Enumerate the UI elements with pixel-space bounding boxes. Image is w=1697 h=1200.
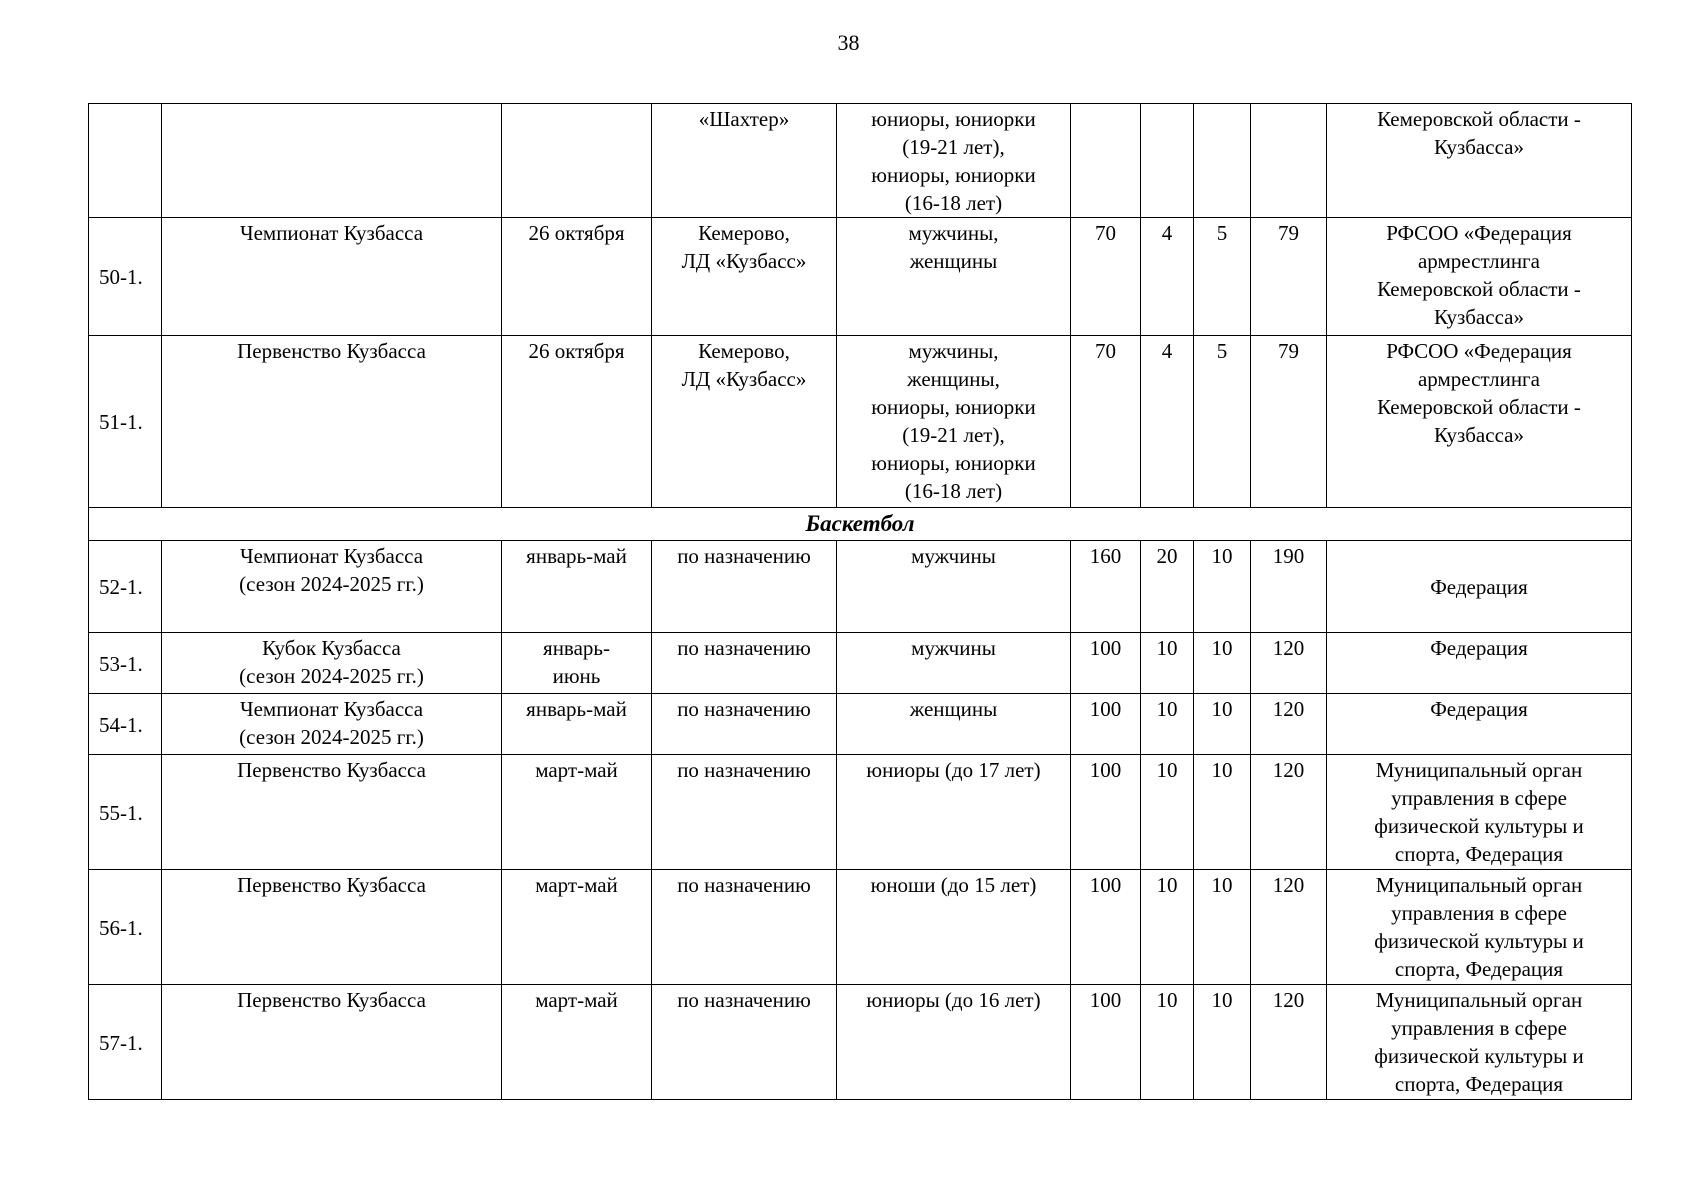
event-participants bbox=[837, 870, 1071, 985]
event-date bbox=[502, 336, 652, 508]
event-place-line: по назначению bbox=[677, 988, 811, 1012]
event-participants-line: (19-21 лет), bbox=[902, 423, 1005, 447]
event-participants-line: мужчины bbox=[911, 544, 996, 568]
event-name-line: Кубок Кузбасса bbox=[262, 636, 401, 660]
event-place bbox=[652, 870, 837, 985]
event-place-line: ЛД «Кузбасс» bbox=[681, 249, 807, 273]
event-name-line: (сезон 2024-2025 гг.) bbox=[239, 725, 424, 749]
event-place bbox=[652, 633, 837, 694]
count-judges: 10 bbox=[1194, 985, 1251, 1100]
event-organizer bbox=[1327, 541, 1632, 633]
event-date bbox=[502, 633, 652, 694]
event-participants-line: юниоры, юниорки bbox=[871, 451, 1036, 475]
count-coaches bbox=[1141, 104, 1194, 218]
event-place bbox=[652, 336, 837, 508]
event-organizer-line: Кузбасса» bbox=[1434, 423, 1524, 447]
event-organizer bbox=[1327, 694, 1632, 755]
event-organizer-line: армрестлинга bbox=[1417, 367, 1540, 391]
event-date-line: 26 октября bbox=[528, 339, 625, 363]
row-number: 57-1. bbox=[89, 985, 162, 1100]
event-date bbox=[502, 755, 652, 870]
event-organizer-line: РФСОО «Федерация bbox=[1386, 221, 1572, 245]
event-organizer-line: спорта, Федерация bbox=[1394, 957, 1564, 981]
event-name-line: Чемпионат Кузбасса bbox=[239, 697, 424, 721]
table-row bbox=[89, 870, 1632, 985]
count-participants: 100 bbox=[1071, 633, 1141, 694]
event-name-line: Первенство Кузбасса bbox=[237, 873, 426, 897]
count-total bbox=[1251, 104, 1327, 218]
event-place bbox=[652, 218, 837, 336]
event-organizer-line: Муниципальный орган bbox=[1375, 873, 1583, 897]
event-place-line: по назначению bbox=[677, 636, 811, 660]
event-organizer-line: РФСОО «Федерация bbox=[1386, 339, 1572, 363]
event-participants bbox=[837, 104, 1071, 218]
event-organizer-line: Кузбасса» bbox=[1434, 305, 1524, 329]
count-total: 120 bbox=[1251, 985, 1327, 1100]
event-date bbox=[502, 218, 652, 336]
event-organizer-line: физической культуры и bbox=[1374, 814, 1584, 838]
count-judges: 10 bbox=[1194, 870, 1251, 985]
count-judges: 10 bbox=[1194, 541, 1251, 633]
event-name bbox=[162, 541, 502, 633]
event-participants-line: юниоры, юниорки bbox=[871, 163, 1036, 187]
event-date-line: январь-май bbox=[526, 544, 627, 568]
row-number: 52-1. bbox=[89, 541, 162, 633]
count-coaches: 10 bbox=[1141, 633, 1194, 694]
event-participants-line: мужчины, bbox=[908, 339, 999, 363]
event-date bbox=[502, 985, 652, 1100]
count-coaches: 10 bbox=[1141, 870, 1194, 985]
count-judges: 5 bbox=[1194, 218, 1251, 336]
event-participants-line: женщины bbox=[909, 249, 998, 273]
count-judges: 10 bbox=[1194, 633, 1251, 694]
event-organizer-line: Кемеровской области - bbox=[1377, 107, 1581, 131]
event-place bbox=[652, 755, 837, 870]
count-judges bbox=[1194, 104, 1251, 218]
section-title: Баскетбол bbox=[89, 508, 1632, 541]
table-row bbox=[89, 633, 1632, 694]
count-judges: 10 bbox=[1194, 694, 1251, 755]
count-total: 120 bbox=[1251, 694, 1327, 755]
event-name-line: Чемпионат Кузбасса bbox=[239, 221, 424, 245]
event-participants-line: (19-21 лет), bbox=[902, 135, 1005, 159]
event-place-line: «Шахтер» bbox=[698, 107, 790, 131]
event-date-line: март-май bbox=[535, 758, 618, 782]
event-place bbox=[652, 104, 837, 218]
event-participants-line: (16-18 лет) bbox=[904, 479, 1003, 503]
event-place-line: Кемерово, bbox=[698, 339, 790, 363]
count-total: 190 bbox=[1251, 541, 1327, 633]
row-number: 56-1. bbox=[89, 870, 162, 985]
event-place bbox=[652, 985, 837, 1100]
count-total: 79 bbox=[1251, 336, 1327, 508]
event-date-line: январь-май bbox=[526, 697, 627, 721]
event-participants-line: (16-18 лет) bbox=[904, 191, 1003, 215]
row-number: 51-1. bbox=[89, 336, 162, 508]
event-organizer-line: управления в сфере bbox=[1391, 1016, 1567, 1040]
event-name bbox=[162, 755, 502, 870]
count-judges: 5 bbox=[1194, 336, 1251, 508]
event-participants-line: женщины, bbox=[907, 367, 1000, 391]
event-organizer bbox=[1327, 218, 1632, 336]
event-participants bbox=[837, 633, 1071, 694]
event-participants-line: юниоры, юниорки bbox=[871, 107, 1036, 131]
event-date bbox=[502, 870, 652, 985]
event-date bbox=[502, 541, 652, 633]
event-participants bbox=[837, 541, 1071, 633]
event-organizer-line: Муниципальный орган bbox=[1375, 758, 1583, 782]
table-row bbox=[89, 985, 1632, 1100]
event-organizer bbox=[1327, 633, 1632, 694]
section-row bbox=[89, 508, 1632, 541]
event-place-line: по назначению bbox=[677, 697, 811, 721]
table-row bbox=[89, 755, 1632, 870]
event-name bbox=[162, 336, 502, 508]
event-organizer-line: спорта, Федерация bbox=[1394, 842, 1564, 866]
count-participants: 160 bbox=[1071, 541, 1141, 633]
event-name-line: (сезон 2024-2025 гг.) bbox=[239, 664, 424, 688]
count-judges: 10 bbox=[1194, 755, 1251, 870]
count-participants: 100 bbox=[1071, 985, 1141, 1100]
event-participants-line: мужчины bbox=[911, 636, 996, 660]
event-participants bbox=[837, 218, 1071, 336]
count-total: 79 bbox=[1251, 218, 1327, 336]
event-date bbox=[502, 694, 652, 755]
page-number: 38 bbox=[837, 30, 860, 55]
event-organizer bbox=[1327, 755, 1632, 870]
count-participants bbox=[1071, 104, 1141, 218]
count-coaches: 10 bbox=[1141, 755, 1194, 870]
event-organizer-line: спорта, Федерация bbox=[1394, 1072, 1564, 1096]
table-row bbox=[89, 336, 1632, 508]
event-organizer-line: управления в сфере bbox=[1391, 901, 1567, 925]
event-participants-line: юниоры (до 16 лет) bbox=[866, 988, 1041, 1012]
event-name bbox=[162, 870, 502, 985]
event-date-line: январь- bbox=[543, 636, 610, 660]
event-place-line: по назначению bbox=[677, 758, 811, 782]
event-participants-line: женщины bbox=[909, 697, 998, 721]
event-date-line: 26 октября bbox=[528, 221, 625, 245]
count-total: 120 bbox=[1251, 755, 1327, 870]
event-name bbox=[162, 104, 502, 218]
event-name bbox=[162, 694, 502, 755]
event-organizer-line: Федерация bbox=[1430, 636, 1528, 660]
event-name-line: Первенство Кузбасса bbox=[237, 988, 426, 1012]
event-name-line: (сезон 2024-2025 гг.) bbox=[239, 572, 424, 596]
count-coaches: 4 bbox=[1141, 336, 1194, 508]
count-participants: 70 bbox=[1071, 336, 1141, 508]
table-row bbox=[89, 218, 1632, 336]
row-number: 54-1. bbox=[89, 694, 162, 755]
event-date-line: июнь bbox=[552, 664, 601, 688]
events-table bbox=[88, 103, 1632, 1100]
event-organizer bbox=[1327, 336, 1632, 508]
event-organizer-line: Федерация bbox=[1430, 575, 1528, 599]
event-participants bbox=[837, 336, 1071, 508]
count-participants: 100 bbox=[1071, 694, 1141, 755]
event-name-line: Первенство Кузбасса bbox=[237, 758, 426, 782]
count-coaches: 10 bbox=[1141, 694, 1194, 755]
event-organizer-line: управления в сфере bbox=[1391, 786, 1567, 810]
event-name bbox=[162, 218, 502, 336]
event-place bbox=[652, 541, 837, 633]
event-name bbox=[162, 633, 502, 694]
event-organizer-line: Кемеровской области - bbox=[1377, 395, 1581, 419]
row-number bbox=[89, 104, 162, 218]
event-place-line: по назначению bbox=[677, 873, 811, 897]
event-organizer bbox=[1327, 104, 1632, 218]
event-name bbox=[162, 985, 502, 1100]
event-participants-line: юноши (до 15 лет) bbox=[870, 873, 1037, 897]
event-participants-line: мужчины, bbox=[908, 221, 999, 245]
event-organizer-line: Федерация bbox=[1430, 697, 1528, 721]
count-participants: 70 bbox=[1071, 218, 1141, 336]
event-place-line: ЛД «Кузбасс» bbox=[681, 367, 807, 391]
event-organizer-line: Кузбасса» bbox=[1434, 135, 1524, 159]
event-name-line: Первенство Кузбасса bbox=[237, 339, 426, 363]
event-participants bbox=[837, 694, 1071, 755]
event-organizer-line: физической культуры и bbox=[1374, 1044, 1584, 1068]
event-organizer-line: Муниципальный орган bbox=[1375, 988, 1583, 1012]
event-name-line: Чемпионат Кузбасса bbox=[239, 544, 424, 568]
event-participants-line: юниоры (до 17 лет) bbox=[866, 758, 1041, 782]
table-row bbox=[89, 104, 1632, 218]
event-organizer-line: армрестлинга bbox=[1417, 249, 1540, 273]
count-participants: 100 bbox=[1071, 870, 1141, 985]
event-place-line: по назначению bbox=[677, 544, 811, 568]
event-date-line: март-май bbox=[535, 988, 618, 1012]
event-organizer bbox=[1327, 985, 1632, 1100]
event-participants bbox=[837, 755, 1071, 870]
row-number: 53-1. bbox=[89, 633, 162, 694]
count-total: 120 bbox=[1251, 633, 1327, 694]
event-date-line: март-май bbox=[535, 873, 618, 897]
row-number: 50-1. bbox=[89, 218, 162, 336]
event-place bbox=[652, 694, 837, 755]
count-coaches: 4 bbox=[1141, 218, 1194, 336]
table-row bbox=[89, 541, 1632, 633]
count-total: 120 bbox=[1251, 870, 1327, 985]
event-organizer-line: физической культуры и bbox=[1374, 929, 1584, 953]
count-coaches: 10 bbox=[1141, 985, 1194, 1100]
count-participants: 100 bbox=[1071, 755, 1141, 870]
count-coaches: 20 bbox=[1141, 541, 1194, 633]
event-date bbox=[502, 104, 652, 218]
event-participants-line: юниоры, юниорки bbox=[871, 395, 1036, 419]
table-row bbox=[89, 694, 1632, 755]
event-organizer-line: Кемеровской области - bbox=[1377, 277, 1581, 301]
event-participants bbox=[837, 985, 1071, 1100]
event-organizer bbox=[1327, 870, 1632, 985]
event-place-line: Кемерово, bbox=[698, 221, 790, 245]
row-number: 55-1. bbox=[89, 755, 162, 870]
